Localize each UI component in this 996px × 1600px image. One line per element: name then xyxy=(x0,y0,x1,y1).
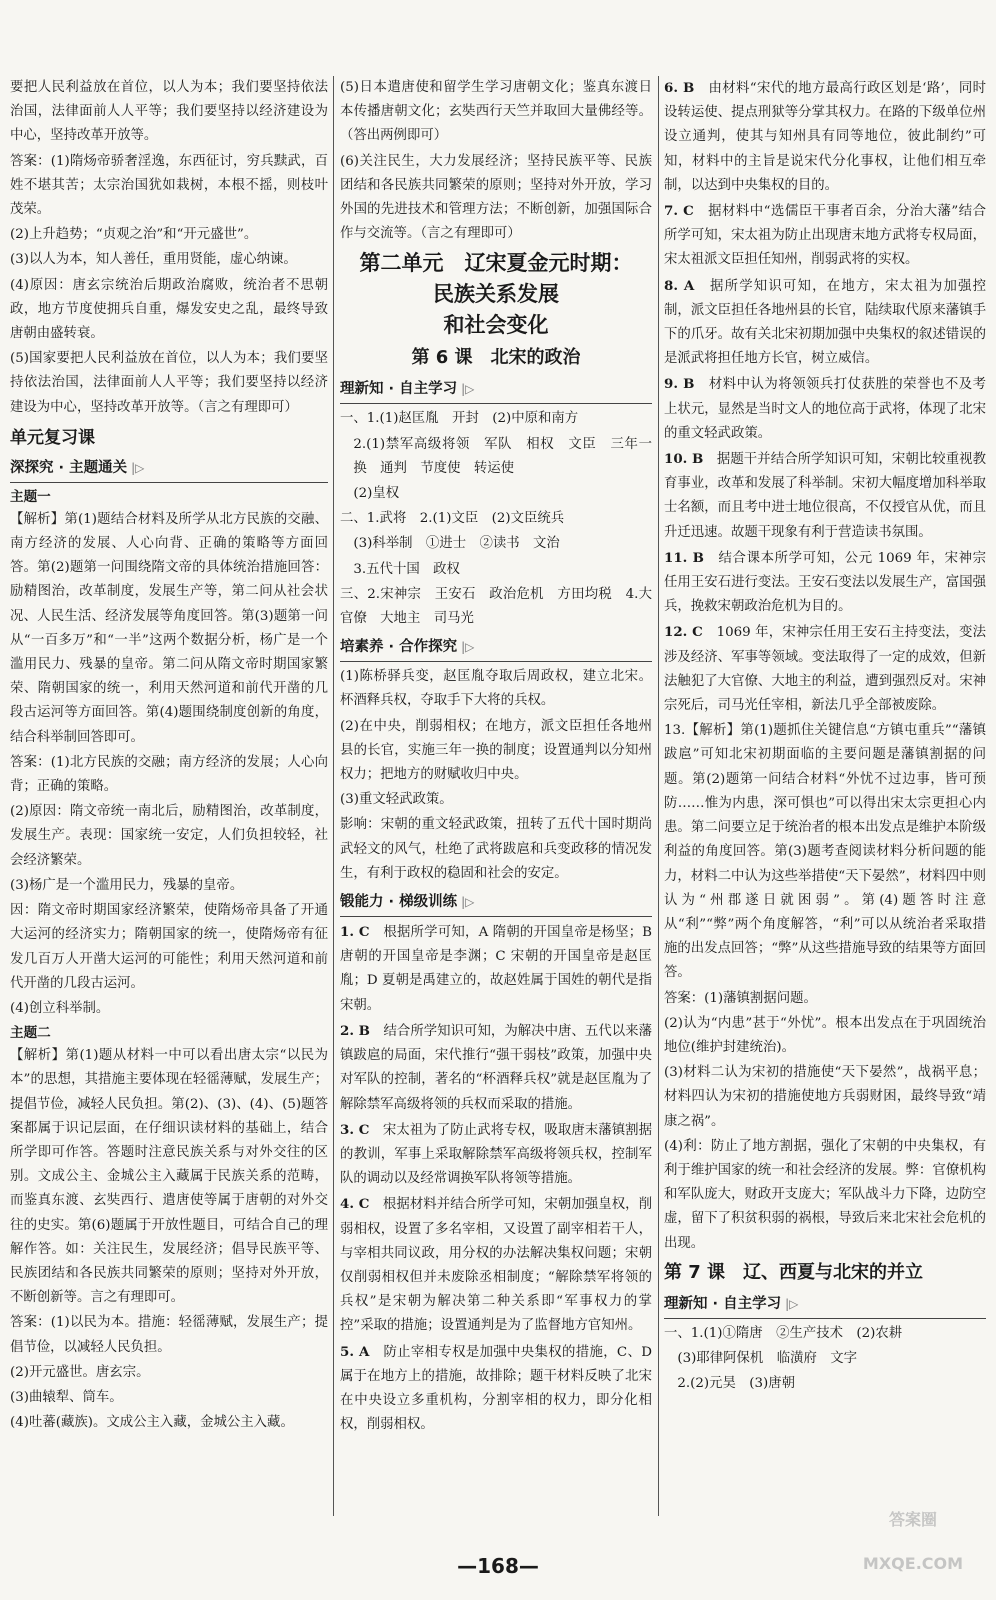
answer-number: 10. B xyxy=(664,451,704,468)
answer-text: 据材料中“选儒臣干事者百余，分治大藩”结合所学可知，宋太祖为防止出现唐末地方武将专权局面，宋太祖派文臣担任知州，削弱武将的实权。 xyxy=(664,204,986,268)
answer-line: 一、1.(1)①隋唐 ②生产技术 (2)农耕 xyxy=(664,1325,903,1341)
paragraph: (3)杨广是一个滥用民力，残暴的皇帝。 xyxy=(10,877,244,893)
answer-text: 宋太祖为了防止武将专权，吸取唐末藩镇割据的教训，军事上采取解除禁军高级将领兵权，控制军队的调动以及经常调换军队将领等措施。 xyxy=(340,1122,652,1187)
paragraph: (3)重文轻武政策。 xyxy=(340,792,453,808)
answer-text: 根据所学可知，A 隋朝的开国皇帝是杨坚；B 唐朝的开国皇帝是李渊；C 宋朝的开国皇帝是赵匡胤；D 夏朝是禹建立的，故赵姓属于国姓的朝代是指宋朝。 xyxy=(340,925,652,1013)
section-heading-label: 锻能力 · 梯级训练 xyxy=(340,894,458,911)
paragraph: 答案：(1)藩镇割据问题。 xyxy=(664,990,817,1006)
answer-number: 5. A xyxy=(340,1343,370,1360)
unit-review-heading: 单元复习课 xyxy=(10,427,95,448)
answer-item xyxy=(664,76,986,198)
paragraph: (2)认为“内患”甚于“外忧”。根本出发点在于巩固统治地位(维护封建统治)。 xyxy=(664,1015,986,1055)
answer-line: 2.(2)元昊 (3)唐朝 xyxy=(677,1376,796,1392)
answer-text: 材料中认为将领领兵打仗获胜的荣誉也不及考上状元，显然是当时文人的地位高于武将，体现了北宋的重文轻武政策。 xyxy=(664,377,986,441)
answer-item xyxy=(340,1019,652,1117)
answer-number: 6. B xyxy=(664,80,695,96)
arrow-icon: |▷ xyxy=(461,640,475,655)
answer-text: 结合课本所学可知，公元 1069 年，宋神宗任用王安石进行变法。王安石变法以发展生产，富国强兵，挽救宋朝政治危机为目的。 xyxy=(664,550,986,615)
column-divider xyxy=(658,76,659,1516)
paragraph: 答案：(1)隋炀帝骄奢淫逸，东西征讨，穷兵黩武，百姓不堪其苦；太宗治国犹如栽树，本根不摇，则枝叶茂荣。 xyxy=(10,153,328,218)
section-heading xyxy=(664,1291,986,1319)
lesson-title: 第 7 课 辽、西夏与北宋的并立 xyxy=(664,1261,924,1283)
paragraph: 因：隋文帝时期国家经济繁荣，使隋炀帝具备了开通大运河的经济实力；隋朝国家的统一，使隋炀帝有征发几百万人开凿大运河的可能性；利用天然河道和前代开凿的几段古运河。 xyxy=(10,903,328,991)
paragraph: (6)关注民生，大力发展经济；坚持民族平等、民族团结和各民族共同繁荣的原则；坚持对外开放，学习外国的先进技术和管理方法；不断创新，加强国际合作与交流等。（言之有理即可） xyxy=(340,153,652,242)
answer-number: 12. C xyxy=(664,624,703,641)
answer-text: 根据材料并结合所学可知，宋朝加强皇权，削弱相权，设置了多名宰相，又设置了副宰相若干人，与宰相共同议政，用分权的办法解决集权问题；宋朝仅削弱相权但并未废除丞相制度；“解除禁军将领的兵权”是宋朝为解决第二种关系即“军事权力的掌控”采取的措施；设置通判是为了监督地方官知州。 xyxy=(340,1197,652,1334)
topic-heading: 主题二 xyxy=(10,1025,51,1042)
answer-number: 7. C xyxy=(664,203,694,220)
arrow-icon: |▷ xyxy=(461,382,475,397)
answer-item xyxy=(340,1118,652,1192)
section-heading-label: 理新知 · 自主学习 xyxy=(340,381,458,398)
section-heading xyxy=(10,455,328,483)
answer-number: 2. B xyxy=(340,1022,370,1039)
answer-number: 4. C xyxy=(340,1196,370,1213)
paragraph: 【解析】第(1)题结合材料及所学从北方民族的交融、南方经济的发展、人心向背、正确的策略等方面回答。第(2)题第一问围绕隋文帝的具体统治措施回答：励精图治，改革制度，发展生产等，第二问从社会状况、人民生活、经济发展等角度回答。第(3)题第一问从“一百多万”和“一半”这两个数据分析，杨广是一个滥用民力、残暴的皇帝。第二问从隋文帝时期国家繁荣、隋朝国家的统一，利用天然河道和前代开凿的几段古运河等方面回答。第(4)题围绕制度创新的角度，结合科举制回答即可。 xyxy=(10,511,328,745)
paragraph: (3)曲辕犁、筒车。 xyxy=(10,1389,123,1405)
paragraph: (4)利：防止了地方割据，强化了宋朝的中央集权，有利于维护国家的统一和社会经济的发展。弊：官僚机构和军队庞大，财政开支庞大；军队战斗力下降，边防空虚，留下了积贫积弱的祸根，导致后来北宋社会危机的出现。 xyxy=(664,1138,986,1251)
lesson-title: 第 6 课 北宋的政治 xyxy=(411,347,581,369)
paragraph: (3)材料二认为宋初的措施使“天下晏然”，战祸平息；材料四认为宋初的措施使地方兵弱财困，最终导致“靖康之祸”。 xyxy=(664,1065,986,1129)
answer-text: 据所学知识可知，在地方，宋太祖为加强控制，派文臣担任各地州县的长官，陆续取代原来藩镇手下的爪牙。故有关北宋初期加强中央集权的叙述错误的是派武将担任地方长官，树立威信。 xyxy=(664,278,987,367)
answer-line: (2)皇权 xyxy=(353,486,400,502)
unit-title-line: 和社会变化 xyxy=(443,313,549,338)
paragraph: (3)以人为本，知人善任，重用贤能，虚心纳谏。 xyxy=(10,252,297,268)
answer-item xyxy=(340,1192,652,1338)
paragraph: (2)在中央，削弱相权；在地方，派文臣担任各地州县的长官，实施三年一换的制度；设置通判以分知州权力；把地方的财赋收归中央。 xyxy=(340,718,652,783)
answer-text: 防止宰相专权是加强中央集权的措施，C、D属于在地方上的措施，故排除；题干材料反映了北宋在中央设立多重机构，分割宰相的权力，即分化相权，削弱相权。 xyxy=(340,1344,652,1433)
paragraph: (5)日本遣唐使和留学生学习唐朝文化；鉴真东渡日本传播唐朝文化；玄奘西行天竺并取回大量佛经等。（答出两例即可） xyxy=(340,80,652,144)
answer-item xyxy=(664,372,986,446)
answer-item xyxy=(664,199,986,273)
answer-line: 一、1.(1)赵匡胤 开封 (2)中原和南方 xyxy=(340,411,579,427)
unit-title xyxy=(340,248,652,341)
answer-item xyxy=(664,274,986,372)
answer-item xyxy=(664,447,986,545)
answer-line: 二、1.武将 2.(1)文臣 (2)文臣统兵 xyxy=(340,511,565,527)
column-left xyxy=(10,76,328,1540)
paragraph: 答案：(1)以民为本。措施：轻徭薄赋，发展生产；提倡节俭，以减轻人民负担。 xyxy=(10,1315,328,1355)
paragraph: 答案：(1)北方民族的交融；南方经济的发展；人心向背；正确的策略。 xyxy=(10,754,328,795)
topic-heading: 主题一 xyxy=(10,488,51,505)
paragraph: (4)原因：唐玄宗统治后期政治腐败，统治者不思朝政，地方节度使拥兵自重，爆发安史之乱，最终导致唐朝由盛转衰。 xyxy=(10,277,328,342)
arrow-icon: |▷ xyxy=(785,1296,799,1311)
answer-text: 结合所学知识可知，为解决中唐、五代以来藩镇跋扈的局面，宋代推行“强干弱枝”政策，加强中央对军队的控制，著名的“杯酒释兵权”就是赵匡胤为了解除禁军高级将领的兵权而采取的措施。 xyxy=(340,1023,652,1112)
paragraph: (4)吐蕃(藏族)。文成公主入藏，金城公主入藏。 xyxy=(10,1415,294,1431)
section-heading-label: 培素养 · 合作探究 xyxy=(340,639,458,656)
section-heading-label: 深探究 · 主题通关 xyxy=(10,459,128,476)
answer-line: 三、2.宋神宗 王安石 政治危机 方田均税 4.大官僚 大地主 司马光 xyxy=(340,586,652,627)
unit-title-line: 民族关系发展 xyxy=(433,282,559,307)
answer-item xyxy=(340,920,652,1018)
paragraph: 【解析】第(1)题从材料一中可以看出唐太宗“以民为本”的思想，其措施主要体现在轻徭薄赋，发展生产；提倡节俭，减轻人民负担。第(2)、(3)、(4)、(5)题答案都属于识记层面，在仔细识读材料的基础上，结合所学即可作答。答题时注意民族关系与对外交往的区别。文成公主、金城公主入藏属于民族关系的范畴，而鉴真东渡、玄奘西行、遣唐使等属于唐朝的对外交往的史实。第(6)题属于开放性题目，可结合自己的理解作答。如：关注民生，发展经济；倡导民族平等、民族团结和各民族共同繁荣的原则；坚持对外开放，不断创新等。言之有理即可。 xyxy=(10,1048,328,1306)
watermark-logo: 答案圈 MXQE.COM xyxy=(862,1510,964,1573)
answer-text: 由材料“宋代的地方最高行政区划是‘路’，同时设转运使、提点刑狱等分掌其权力。在路的下级单位州设立通判，使其与知州具有同等地位，彼此制约”可知，材料中的主旨是说宋代分化事权，让他们相互牵制，以达到中央集权的目的。 xyxy=(664,81,986,193)
paragraph: 影响：宋朝的重文轻武政策，扭转了五代十国时期尚武轻文的风气，杜绝了武将跋扈和兵变政移的情况发生，有利于政权的稳固和社会的安定。 xyxy=(340,817,652,881)
section-heading xyxy=(340,634,652,662)
paragraph: (2)原因：隋文帝统一南北后，励精图治，改革制度，发展生产。表现：国家统一安定，人们负担较轻，社会经济繁荣。 xyxy=(10,804,328,868)
answer-line: 2.(1)禁军高级将领 军队 相权 文臣 三年一换 通判 节度使 转运使 xyxy=(353,436,652,476)
paragraph: (2)开元盛世。唐玄宗。 xyxy=(10,1364,150,1380)
answer-number: 3. C xyxy=(340,1121,370,1138)
arrow-icon: |▷ xyxy=(461,895,475,910)
answer-text: 据题干并结合所学知识可知，宋朝比较重视教育事业，改革和发展了科举制。宋初大幅度增加科举取士名额，而且考中进士地位很高，不仅授官从优，而且升迁迅速。故题干现象有利于营造读书氛围。 xyxy=(664,452,987,540)
paragraph: (2)上升趋势；“贞观之治”和“开元盛世”。 xyxy=(10,227,258,243)
column-middle xyxy=(340,76,652,1540)
answer-number: 1. C xyxy=(340,924,370,941)
answer-line: 3.五代十国 政权 xyxy=(353,561,460,577)
answer-number: 11. B xyxy=(664,549,704,566)
paragraph: 要把人民利益放在首位，以人为本；我们要坚持依法治国，法律面前人人平等；我们要坚持以经济建设为中心，坚持改革开放等。 xyxy=(10,80,328,144)
answer-number: 8. A xyxy=(664,277,695,294)
paragraph: (1)陈桥驿兵变，赵匡胤夺取后周政权，建立北宋。杯酒释兵权，夺取手下大将的兵权。 xyxy=(340,669,652,709)
paragraph: (4)创立科举制。 xyxy=(10,1000,110,1016)
answer-item xyxy=(664,620,986,718)
page-number: —168— xyxy=(457,1554,539,1578)
answer-text: 1069 年，宋神宗任用王安石主持变法，变法涉及经济、军事等领域。变法取得了一定的成效，但新法触犯了大官僚、大地主的利益，遭到强烈反对。宋神宗死后，司马光任宰相，新法几乎全部被废除。 xyxy=(664,625,986,714)
answer-number: 9. B xyxy=(664,376,695,393)
arrow-icon: |▷ xyxy=(131,460,145,475)
paragraph: 13.【解析】第(1)题抓住关键信息“方镇屯重兵”“藩镇跋扈”可知北宋初期面临的主要问题是藩镇割据的问题。第(2)题第一问结合材料“外忧不过边事，皆可预防……惟为内患，深可惧也”可以得出宋太宗更担心内患。第二问要立足于统治者的根本出发点是维护本阶级利益的角度回答。第(3)题考查阅读材料分析问题的能力，材料二中认为这些举措使“天下晏然”，材料四中则认为“州郡遂日就困弱”。第(4)题答时注意从“利”“弊”两个角度解答，“利”可以从统治者采取措施的出发点回答；“弊”从这些措施导致的结果等方面回答。 xyxy=(664,723,986,981)
answer-line: (3)耶律阿保机 临潢府 文字 xyxy=(677,1350,858,1366)
paragraph: (5)国家要把人民利益放在首位，以人为本；我们要坚持依法治国，法律面前人人平等；我们要坚持以经济建设为中心，坚持改革开放等。（言之有理即可） xyxy=(10,351,328,415)
answer-item xyxy=(664,546,986,620)
section-heading xyxy=(340,376,652,404)
unit-title-line: 第二单元 辽宋夏金元时期： xyxy=(359,251,633,276)
answer-item xyxy=(340,1340,652,1438)
column-divider xyxy=(333,76,334,1516)
answer-line: (3)科举制 ①进士 ②读书 文治 xyxy=(353,536,560,552)
section-heading-label: 理新知 · 自主学习 xyxy=(664,1295,782,1312)
section-heading xyxy=(340,889,652,917)
